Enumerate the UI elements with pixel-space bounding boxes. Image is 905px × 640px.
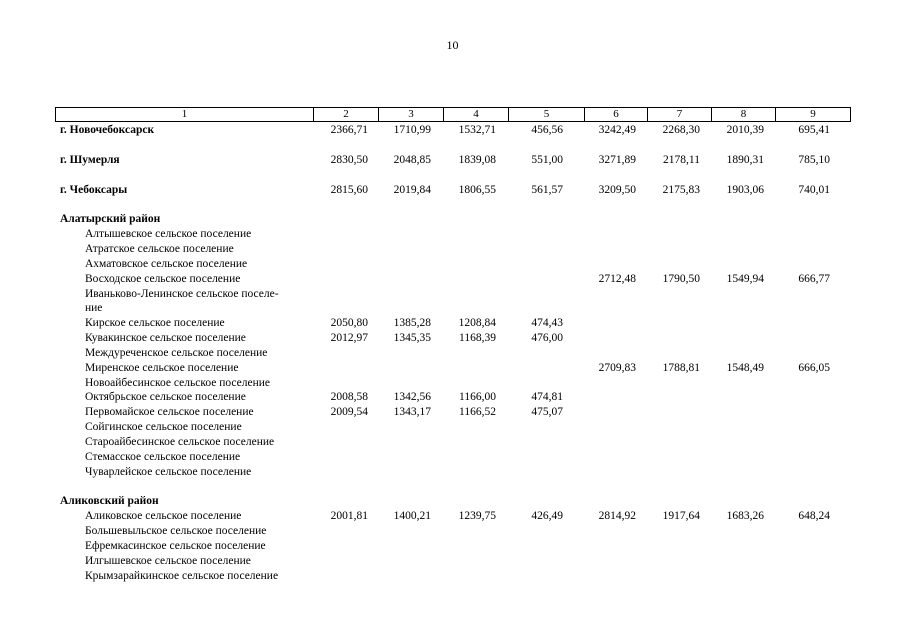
value-col-6: 2712,48	[598, 273, 636, 285]
value-col-6: 3271,89	[598, 154, 636, 166]
header-cell-4: 4	[443, 108, 508, 121]
row-name: Илгышевское сельское поселение	[85, 555, 251, 567]
value-col-4: 1166,52	[459, 406, 496, 418]
value-col-7: 1917,64	[662, 510, 700, 522]
value-col-9: 740,01	[798, 184, 830, 196]
value-col-5: 551,00	[531, 154, 563, 166]
value-col-8: 1549,94	[726, 273, 764, 285]
value-col-3: 1345,35	[393, 332, 431, 344]
row-name: Алатырский район	[60, 213, 161, 225]
header-cell-2: 2	[313, 108, 378, 121]
row-name: Аликовское сельское поселение	[85, 510, 242, 522]
district-row	[0, 494, 905, 509]
row-name: Иваньково-Ленинское сельское поселе-	[85, 288, 279, 300]
value-col-6: 3209,50	[598, 184, 636, 196]
city-row	[0, 153, 905, 168]
value-col-2: 2366,71	[330, 124, 368, 136]
value-col-2: 2009,54	[330, 406, 368, 418]
value-col-2: 2050,80	[330, 317, 368, 329]
value-col-3: 1385,28	[393, 317, 431, 329]
value-col-5: 456,56	[531, 124, 563, 136]
value-col-5: 426,49	[531, 510, 563, 522]
value-col-3: 1400,21	[393, 510, 431, 522]
value-col-3: 1343,17	[393, 406, 431, 418]
value-col-4: 1806,55	[458, 184, 496, 196]
row-name: Первомайское сельское поселение	[85, 406, 254, 418]
settlement-row	[0, 346, 905, 361]
row-name: Алтышевское сельское поселение	[85, 228, 252, 240]
value-col-4: 1208,84	[458, 317, 496, 329]
settlement-row	[0, 509, 905, 524]
value-col-5: 475,07	[531, 406, 563, 418]
row-name: Ефремкасинское сельское поселение	[85, 540, 266, 552]
settlement-row	[0, 257, 905, 272]
row-name: Сойгинское сельское поселение	[85, 421, 242, 433]
value-col-9: 648,24	[798, 510, 830, 522]
row-name: Стемасское сельское поселение	[85, 451, 241, 463]
value-col-7: 1790,50	[662, 273, 700, 285]
value-col-5: 474,43	[531, 317, 563, 329]
settlement-row	[0, 435, 905, 450]
value-col-9: 666,77	[798, 273, 830, 285]
header-cell-3: 3	[378, 108, 443, 121]
header-cell-1: 1	[55, 108, 313, 121]
settlement-row	[0, 301, 905, 316]
row-name: г. Чебоксары	[60, 184, 128, 196]
row-name: Кирское сельское поселение	[85, 317, 225, 329]
value-col-7: 2175,83	[662, 184, 700, 196]
settlement-row	[0, 287, 905, 302]
row-name: Кувакинское сельское поселение	[85, 332, 246, 344]
value-col-3: 1342,56	[393, 391, 431, 403]
row-name: Чуварлейское сельское поселение	[85, 466, 252, 478]
district-row	[0, 212, 905, 227]
value-col-6: 3242,49	[598, 124, 636, 136]
value-col-4: 1168,39	[459, 332, 496, 344]
header-cell-5: 5	[508, 108, 584, 121]
settlement-row	[0, 227, 905, 242]
row-name: Миренское сельское поселение	[85, 362, 239, 374]
value-col-6: 2814,92	[598, 510, 636, 522]
table-header	[55, 107, 851, 122]
value-col-4: 1239,75	[458, 510, 496, 522]
value-col-4: 1166,00	[459, 391, 496, 403]
row-name: Восходское сельское поселение	[85, 273, 241, 285]
settlement-row	[0, 524, 905, 539]
value-col-2: 2008,58	[330, 391, 368, 403]
row-name: г. Новочебоксарск	[60, 124, 155, 136]
header-cell-7: 7	[647, 108, 711, 121]
row-name: Атратское сельское поселение	[85, 243, 234, 255]
value-col-9: 785,10	[798, 154, 830, 166]
value-col-5: 476,00	[531, 332, 563, 344]
settlement-row	[0, 376, 905, 391]
settlement-row	[0, 554, 905, 569]
row-name: Междуреченское сельское поселение	[85, 347, 268, 359]
value-col-9: 695,41	[798, 124, 830, 136]
row-name: Ахматовское сельское поселение	[85, 258, 248, 270]
settlement-row	[0, 450, 905, 465]
value-col-4: 1532,71	[458, 124, 496, 136]
value-col-8: 1890,31	[726, 154, 764, 166]
value-col-7: 1788,81	[662, 362, 700, 374]
city-row	[0, 123, 905, 138]
value-col-3: 2019,84	[393, 184, 431, 196]
value-col-8: 1548,49	[726, 362, 764, 374]
settlement-row	[0, 361, 905, 376]
row-name: Аликовский район	[60, 495, 159, 507]
value-col-8: 1683,26	[726, 510, 764, 522]
row-name: Большевыльское сельское поселение	[85, 525, 267, 537]
value-col-7: 2268,30	[662, 124, 700, 136]
settlement-row	[0, 316, 905, 331]
row-name: Октябрьское сельское поселение	[85, 391, 246, 403]
settlement-row	[0, 272, 905, 287]
settlement-row	[0, 465, 905, 480]
value-col-7: 2178,11	[663, 154, 700, 166]
value-col-4: 1839,08	[458, 154, 496, 166]
page-number: 10	[446, 38, 459, 52]
value-col-2: 2012,97	[330, 332, 368, 344]
value-col-2: 2815,60	[330, 184, 368, 196]
settlement-row	[0, 331, 905, 346]
value-col-9: 666,05	[798, 362, 830, 374]
header-cell-8: 8	[711, 108, 775, 121]
settlement-row	[0, 390, 905, 405]
settlement-row	[0, 420, 905, 435]
row-name: Крымзарайкинское сельское поселение	[85, 570, 279, 582]
settlement-row	[0, 405, 905, 420]
value-col-2: 2001,81	[330, 510, 368, 522]
header-cell-6: 6	[584, 108, 647, 121]
value-col-5: 474,81	[531, 391, 563, 403]
row-name: ние	[85, 302, 103, 314]
row-name: Староайбесинское сельское поселение	[85, 436, 275, 448]
settlement-row	[0, 539, 905, 554]
value-col-3: 2048,85	[393, 154, 431, 166]
row-name: Новоайбесинское сельское поселение	[85, 377, 270, 389]
value-col-3: 1710,99	[393, 124, 431, 136]
city-row	[0, 183, 905, 198]
settlement-row	[0, 242, 905, 257]
value-col-5: 561,57	[531, 184, 563, 196]
value-col-6: 2709,83	[598, 362, 636, 374]
value-col-8: 1903,06	[726, 184, 764, 196]
row-name: г. Шумерля	[60, 154, 120, 166]
settlement-row	[0, 569, 905, 584]
value-col-8: 2010,39	[726, 124, 764, 136]
value-col-2: 2830,50	[330, 154, 368, 166]
header-cell-9: 9	[775, 108, 851, 121]
